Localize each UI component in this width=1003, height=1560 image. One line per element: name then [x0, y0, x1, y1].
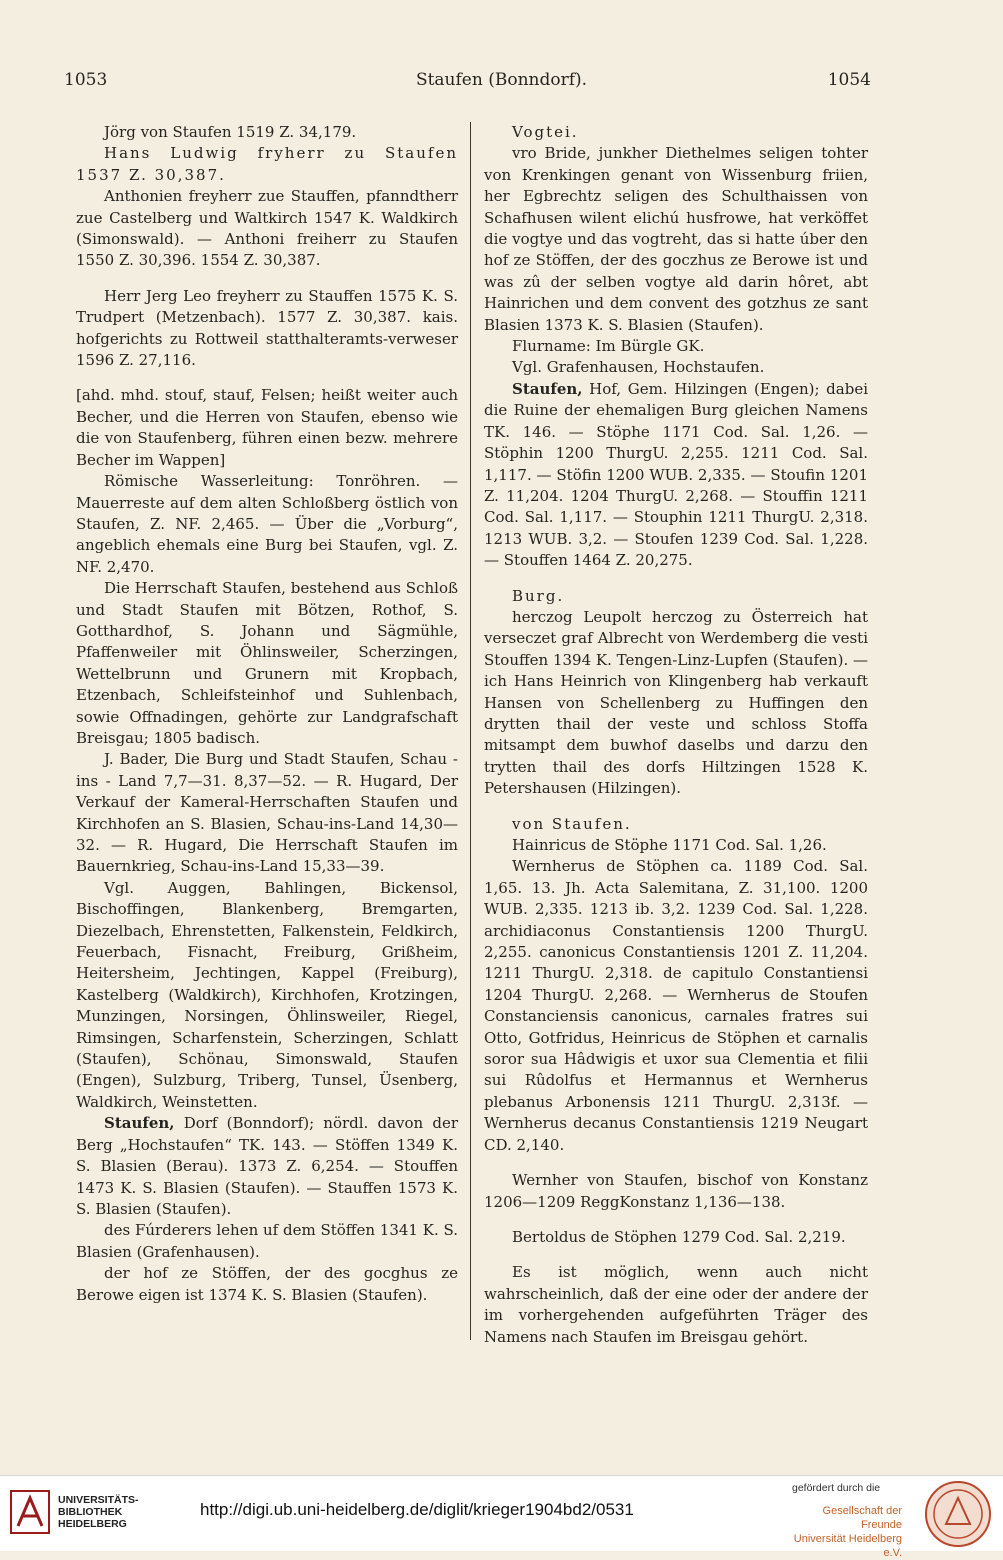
paragraph: herczog Leupolt herczog zu Österreich hat verseczet graf Albrecht von Werdemberg die vesti Stouffen 1394 K. Tengen-Linz-Lupfen (Staufen). — ich Hans Heinrich von Klingenberg hab verkauft Hansen von Schellenberg zu Huffingen den drytten thail der veste und schloss Stoffa mitsampt dem buwhof daselbs und darzu den trytten thail des dorfs Hiltzingen 1528 K. Petershausen (Hilzingen). — [484, 607, 868, 798]
left-column — [76, 122, 458, 1306]
right-column — [484, 122, 868, 1348]
society-name: Gesellschaft der Freunde Universität Heidelberg e.V. — [793, 1505, 902, 1559]
funded-by-label: gefördert durch die — [792, 1482, 881, 1494]
paragraph: Wernher von Staufen, bischof von Konstanz 1206—1209 ReggKonstanz 1,136—138. — [484, 1171, 868, 1211]
paragraph: Bertoldus de Stöphen 1279 Cod. Sal. 2,219. — [512, 1227, 846, 1246]
paragraph: Wernherus de Stöphen ca. 1189 Cod. Sal. 1,65. 13. Jh. Acta Salemitana, Z. 31,100. 1200 WUB. 2,335. 1213 ib. 3,2. 1239 Cod. Sal. 1,228. archidiaconus Constantiensis 1200 ThurgU. 2,255. canonicus Constantiensis 1201 Z. 11,204. 1211 ThurgU. 2,318. de capitulo Constantiensi 1204 ThurgU. 2,268. — Wernherus de Stoufen Constanciensis canonicus, carnales fratres sui Otto, Gotfridus, Heinricus de Stöphen et carnalis soror sua Hâdwigis et uxor sua Clementia et filii sui Rûdolfus et Hermannus et Wernherus plebanus Arbonensis 1211 ThurgU. 2,313f. — Wernherus decanus Constantiensis 1219 Neugart CD. 2,140. — [484, 857, 868, 1154]
paragraph: des Fúrderers lehen uf dem Stöffen 1341 K. S. Blasien (Grafenhausen). — [76, 1221, 458, 1261]
paragraph: Flurname: Im Bürgle GK. — [512, 337, 705, 356]
entry-paragraph — [484, 379, 868, 572]
running-title: Staufen (Bonndorf). — [415, 70, 588, 90]
paragraph: Herr Jerg Leo freyherr zu Stauffen 1575 K. S. Trudpert (Metzenbach). 1577 Z. 30,387. kais. hofgerichts zu Rottweil statthalteramts-verweser 1596 Z. 27,116. — [76, 286, 458, 370]
entry-text: Dorf (Bonndorf); nördl. davon der Berg „Hochstaufen“ TK. 143. — Stöffen 1349 K. S. Blasien (Berau). 1373 Z. 6,254. — Stouffen 1473 K. S. Blasien (Staufen). — Stauffen 1573 K. S. Blasien (Staufen). — [76, 1114, 458, 1218]
column-divider — [470, 122, 471, 1340]
paragraph: der hof ze Stöffen, der des gocghus ze Berowe eigen ist 1374 K. S. Blasien (Staufen). — [76, 1264, 458, 1304]
paragraph: Die Herrschaft Staufen, bestehend aus Schloß und Stadt Staufen mit Bötzen, Rothof, S. Gotthardhof, S. Johann und Sägmühle, Pfaffenweiler mit Öhlinsweiler, Scherzingen, Wettelbrunn und Grunern mit Kropbach, Etzenbach, Schleifsteinhof und Suhlenbach, sowie Offnadingen, gehörte zur Landgrafschaft Breisgau; 1805 badisch. — [76, 579, 458, 747]
university-seal-icon — [924, 1480, 992, 1548]
entry-paragraph — [76, 1113, 458, 1220]
paragraph: Jörg von Staufen 1519 Z. 34,179. — [104, 123, 357, 141]
source-url-link[interactable]: http://digi.ub.uni-heidelberg.de/diglit/krieger1904bd2/0531 — [200, 1500, 634, 1519]
paragraph: vro Bride, junkher Diethelmes seligen tohter von Krenkingen genant von Wissenburg friien, her Egbrechtz seligen des Schulthaissen von Schafhusen wilent elichú husfrowe, hat verköffet die vogtye und das vogtreht, das si hatte úber den hof ze Stöffen, der des goczhus ze Berowe ist und was zû der selben vogtye ald darin hôret, abt Hainrichen und dem convent des gotzhus ze sant Blasien 1373 K. S. Blasien (Staufen). — [484, 144, 868, 334]
entry-head: Staufen, — [512, 379, 583, 398]
section-heading: Vogtei. — [512, 123, 579, 141]
page-header — [0, 70, 1003, 96]
page-number-left: 1053 — [64, 70, 108, 90]
paragraph: [ahd. mhd. stouf, stauf, Felsen; heißt weiter auch Becher, und die Herren von Staufen, ebenso wie die von Staufenberg, führen einen bezw. mehrere Becher im Wappen] — [76, 386, 458, 469]
paragraph: Vgl. Grafenhausen, Hochstaufen. — [512, 358, 765, 377]
paragraph: Römische Wasserleitung: Tonröhren. — Mauerreste auf dem alten Schloßberg östlich von Staufen, Z. NF. 2,465. — Über die „Vorburg“, angeblich ehemals eine Burg bei Staufen, vgl. Z. NF. 2,470. — [76, 472, 458, 576]
paragraph: Hans Ludwig fryherr zu Staufen 1537 Z. 30,387. — [76, 144, 458, 184]
entry-text: Hof, Gem. Hilzingen (Engen); dabei die Ruine der ehemaligen Burg gleichen Namens TK. 146. — Stöphe 1171 Cod. Sal. 1,26. — Stöphin 1200 ThurgU. 2,255. 1211 Cod. Sal. 1,117. — Stöfin 1200 WUB. 2,335. — Stoufin 1201 Z. 11,204. 1204 ThurgU. 2,268. — Stouffin 1211 Cod. Sal. 1,117. — Stouphin 1211 ThurgU. 2,318. 1213 WUB. 3,2. — Stoufen 1239 Cod. Sal. 1,228. — Stouffen 1464 Z. 20,275. — [484, 379, 868, 570]
paragraph: Anthonien freyherr zue Stauffen, pfanndtherr zue Castelberg und Waltkirch 1547 K. Waldkirch (Simonswald). — Anthoni freiherr zu Staufen 1550 Z. 30,396. 1554 Z. 30,387. — [76, 187, 458, 270]
paragraph: Hainricus de Stöphe 1171 Cod. Sal. 1,26. — [512, 836, 827, 854]
library-name: UNIVERSITÄTS- BIBLIOTHEK HEIDELBERG — [58, 1494, 139, 1530]
digitization-footer — [0, 1475, 1003, 1559]
section-heading: Burg. — [512, 586, 565, 605]
paragraph: Es ist möglich, wenn auch nicht wahrscheinlich, daß der eine oder der andere der im vorhergehenden aufgeführten Träger des Namens nach Staufen im Breisgau gehört. — [484, 1263, 868, 1346]
paragraph: J. Bader, Die Burg und Stadt Staufen, Schau - ins - Land 7,7—31. 8,37—52. — R. Hugard, Der Verkauf der Kameral-Herrschaften Staufen und Kirchhofen an S. Blasien, Schau-ins-Land 14,30—32. — R. Hugard, Die Herrschaft Staufen im Bauernkrieg, Schau-ins-Land 15,33—39. — [76, 750, 458, 876]
paragraph: Vgl. Auggen, Bahlingen, Bickensol, Bischoffingen, Blankenberg, Bremgarten, Diezelbach, Ehrenstetten, Falkenstein, Feldkirch, Feuerbach, Fisnacht, Freiburg, Grißheim, Heitersheim, Jechtingen, Kappel (Freiburg), Kastelberg (Waldkirch), Kirchhofen, Krotzingen, Munzingen, Norsingen, Öhlinsweiler, Riegel, Rimsingen, Scharfenstein, Scherzingen, Schlatt (Staufen), Schönau, Simonswald, Staufen (Engen), Sulzburg, Triberg, Tunsel, Üsenberg, Waldkirch, Weinstetten. — [76, 878, 458, 1111]
library-logo-icon — [10, 1490, 50, 1534]
section-heading: von Staufen. — [512, 814, 632, 833]
entry-head: Staufen, — [104, 1114, 175, 1133]
page-number-right: 1054 — [827, 70, 871, 90]
